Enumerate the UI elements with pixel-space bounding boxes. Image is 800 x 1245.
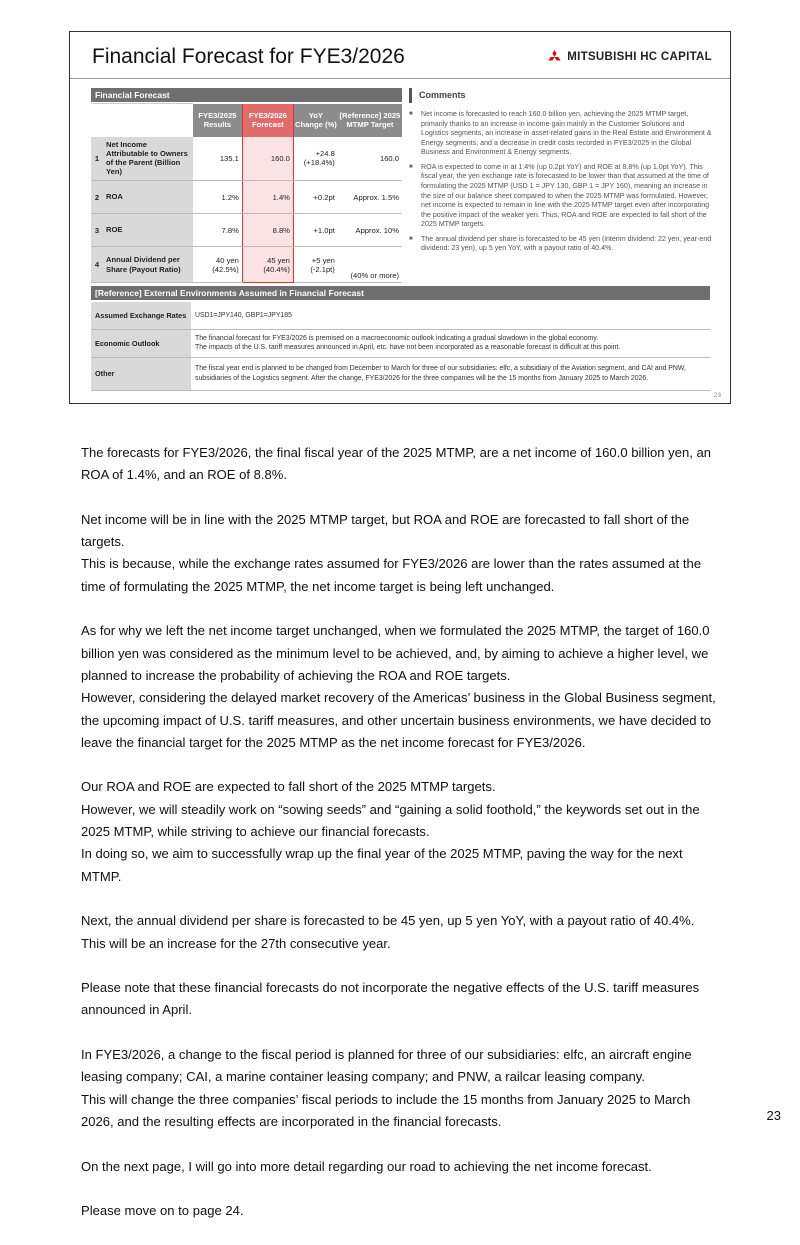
forecast-cell: 160.0	[242, 137, 293, 181]
external-env-header: [Reference] External Environments Assumed in Financial Forecast	[91, 286, 710, 300]
list-item: ■ The annual dividend per share is forecasted to be 45 yen (interim dividend: 22 yen, year-end dividend: 23 yen), up 5 yen YoY, with a payout ratio of 40.4%.	[409, 235, 713, 254]
row-value: USD1=JPY140, GBP1=JPY185	[191, 302, 710, 329]
target-cell: Approx. 1.5%	[338, 181, 402, 214]
page-number: 23	[766, 1108, 781, 1123]
slide-title: Financial Forecast for FYE3/2026	[92, 45, 405, 68]
paragraph: The forecasts for FYE3/2026, the final fiscal year of the 2025 MTMP, are a net income of 160.0 billion yen, an ROA of 1.4%, and an ROE of 8.8%.	[81, 445, 711, 483]
results-cell: 1.2%	[193, 181, 242, 214]
speaker-notes	[81, 442, 726, 1245]
row-label: ROE	[103, 214, 193, 247]
row-number: 3	[91, 214, 103, 247]
table-row	[91, 357, 710, 390]
column-header: FYE3/2025 Results	[193, 104, 242, 137]
yoy-cell: +0.2pt	[293, 181, 337, 214]
row-label: Assumed Exchange Rates	[91, 302, 191, 329]
column-header: [Reference] 2025 MTMP Target	[338, 104, 402, 137]
comments-list	[409, 110, 713, 254]
company-logo	[547, 50, 712, 64]
slide-page-number: 23	[713, 392, 721, 399]
row-number: 1	[91, 137, 103, 181]
results-cell: 40 yen (42.5%)	[193, 247, 242, 283]
row-label: Net Income Attributable to Owners of the Parent (Billion Yen)	[103, 137, 193, 181]
paragraph: In FYE3/2026, a change to the fiscal period is planned for three of our subsidiaries: elfc, an aircraft engine leasing company; CAI, a marine container leasing company; and PNW, a railcar leasing company. This will change the three companies’ fiscal periods to include the 15 months from January 2025 to March 2026, and the resulting effects are incorporated in the financial forecasts.	[81, 1047, 692, 1129]
results-cell: 7.8%	[193, 214, 242, 247]
row-label: Other	[91, 357, 191, 390]
row-label: Annual Dividend per Share (Payout Ratio)	[103, 247, 193, 283]
yoy-cell: +24.8 (+18.4%)	[293, 137, 337, 181]
table-corner	[91, 104, 193, 137]
comments-panel	[409, 88, 713, 259]
yoy-cell: +5 yen (-2.1pt)	[293, 247, 337, 283]
column-header: YoY Change (%)	[293, 104, 337, 137]
paragraph: Please note that these financial forecasts do not incorporate the negative effects of the U.S. tariff measures announced in April.	[81, 980, 700, 1018]
three-diamonds-icon	[547, 50, 562, 64]
row-value: The financial forecast for FYE3/2026 is premised on a macroeconomic outlook indicating a gradual slowdown in the global economy. The impacts of the U.S. tariff measures announced in April, etc. have not been incorporated as a reasonable forecast is difficult at this point.	[191, 329, 710, 357]
paragraph: Next, the annual dividend per share is forecasted to be 45 yen, up 5 yen YoY, with a payout ratio of 40.4%. This will be an increase for the 27th consecutive year.	[81, 913, 695, 951]
column-header-highlight: FYE3/2026 Forecast	[242, 104, 293, 137]
title-divider	[70, 78, 730, 79]
logo-text: MITSUBISHI HC CAPITAL	[567, 51, 712, 63]
paragraph: As for why we left the net income target unchanged, when we formulated the 2025 MTMP, the target of 160.0 billion yen was considered as the minimum level to be achieved, and, by aiming to achieve a higher level, we planned to increase the probability of achieving the ROA and ROE targets. However, considering the delayed market recovery of the Americas’ business in the Global Business segment, the upcoming impact of U.S. tariff measures, and other uncertain business environments, we have decided to leave the financial target for the 2025 MTMP as the net income forecast for FYE3/2026.	[81, 623, 716, 750]
target-cell: (40% or more)	[338, 247, 402, 283]
table-row	[91, 137, 402, 181]
table-row	[91, 302, 710, 329]
table-row	[91, 214, 402, 247]
forecast-cell: 8.8%	[242, 214, 293, 247]
table-row	[91, 181, 402, 214]
target-cell: 160.0	[338, 137, 402, 181]
target-cell: Approx. 10%	[338, 214, 402, 247]
yoy-cell: +1.0pt	[293, 214, 337, 247]
paragraph: Please move on to page 24.	[81, 1203, 244, 1219]
paragraph: On the next page, I will go into more detail regarding our road to achieving the net income forecast.	[81, 1158, 652, 1174]
forecast-cell: 45 yen (40.4%)	[242, 247, 293, 283]
paragraph: Net income will be in line with the 2025 MTMP target, but ROA and ROE are forecasted to fall short of the targets. This is because, while the exchange rates assumed for FYE3/2026 are lower than the rates assumed at the time of formulating the 2025 MTMP, the net income target is being left unchanged.	[81, 511, 702, 594]
forecast-cell: 1.4%	[242, 181, 293, 214]
row-label: Economic Outlook	[91, 329, 191, 357]
forecast-table-header: Financial Forecast	[91, 88, 402, 102]
table-row	[91, 247, 402, 283]
external-env-table	[91, 302, 710, 391]
row-number: 4	[91, 247, 103, 283]
paragraph: Our ROA and ROE are expected to fall short of the 2025 MTMP targets. However, we will steadily work on “sowing seeds” and “gaining a solid foothold,” the keywords set out in the 2025 MTMP, while striving to achieve our financial forecasts. In doing so, we aim to successfully wrap up the final year of the 2025 MTMP, paving the way for the next MTMP.	[81, 779, 700, 884]
row-number: 2	[91, 181, 103, 214]
slide-frame	[69, 31, 731, 404]
list-item: ■ Net income is forecasted to reach 160.0 billion yen, achieving the 2025 MTMP target, primarily thanks to an increase in income gain mainly in the Customer Solutions and Logistics segments, an increase in asset-related gains in the Real Estate and Environment & Energy segments, and a decrease in credit costs recorded in FYE3/2025 in the Global Business and Environment & Energy segments.	[409, 110, 713, 158]
row-label: ROA	[103, 181, 193, 214]
comments-header: Comments	[409, 88, 713, 103]
list-item: ■ ROA is expected to come in at 1.4% (up 0.2pt YoY) and ROE at 8.8% (up 1.0pt YoY). This fiscal year, the yen exchange rate is forecasted to be lower than that assumed at the time of formulating the 2025 MTMP (USD 1 = JPY 130, GBP 1 = JPY 160), meaning an increase in the size of our balance sheet compared to when the 2025 MTMP was formulated. However, net income is expected to remain in line with the 2025 MTMP target even after incorporating the positive impact of the weaker yen. Thus, ROA and ROE are expected to fall short of the 2025 MTMP targets.	[409, 163, 713, 230]
forecast-table	[91, 103, 402, 283]
results-cell: 135.1	[193, 137, 242, 181]
table-row	[91, 329, 710, 357]
row-value: The fiscal year end is planned to be changed from December to March for three of our subsidiaries: elfc, a subsidiary of the Aviation segment, and CAI and PNW, subsidiaries of the Logistics segment. After the change, FYE3/2026 for the three companies will be the 15 months from January 2025 to March 2026.	[191, 357, 710, 390]
